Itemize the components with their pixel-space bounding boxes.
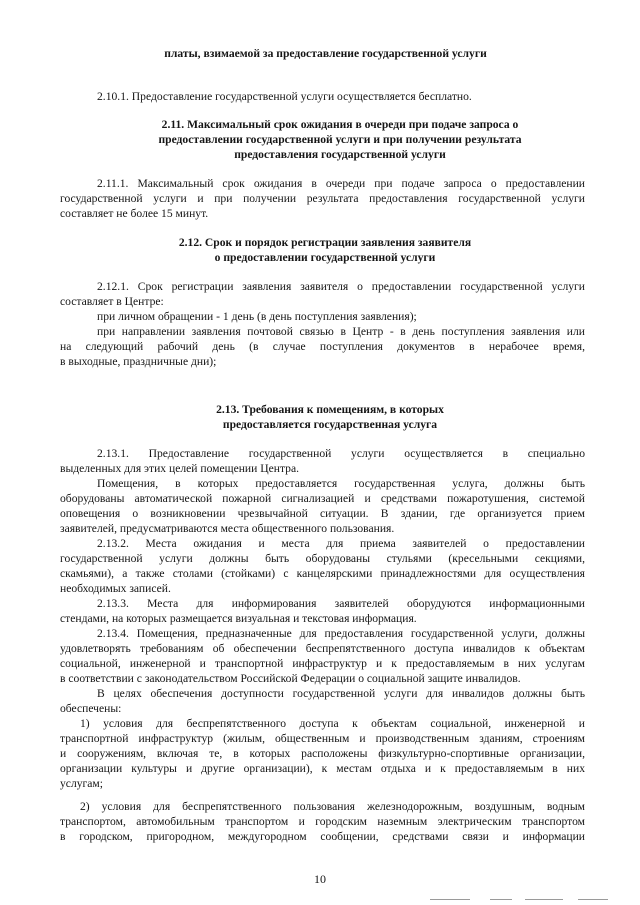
paragraph-line: при направлении заявления почтовой связью в Центр - в день поступления заявления или: [97, 325, 585, 338]
paragraph-line: Помещения, в которых предоставляется государственная услуга, должны быть: [97, 477, 585, 490]
paragraph-line: 2.13.2. Места ожидания и места для приема заявителей о предоставлении: [97, 537, 585, 550]
paragraph-line: удовлетворять требованиям об обеспечении беспрепятственного доступа инвалидов к объектам: [60, 642, 585, 655]
paragraph-line: составляет в Центре:: [60, 295, 164, 308]
section-heading: 2.12. Срок и порядок регистрации заявления заявителя: [178, 236, 472, 249]
section-heading: предоставления государственной услуги: [234, 148, 446, 161]
paragraph-line: оповещения о возникновении чрезвычайной ситуации. В здании, где организуется прием: [60, 507, 585, 520]
paragraph-line: 2.12.1. Срок регистрации заявления заявителя о предоставлении государственной услуги: [97, 280, 585, 293]
list-item-line: в городском, пригородном, междугородном сообщении, средствами связи и информации: [60, 830, 585, 843]
list-item-line: организации культуры и другие организации), к местам отдыха и к предоставляемым в них: [60, 762, 585, 775]
paragraph-line: государственной услуги и при получении результата предоставления государственной услуги: [60, 192, 585, 205]
paragraph-line: выделенных для этих целей помещении Центра.: [60, 462, 299, 475]
paragraph-line: 2.13.3. Места для информирования заявителей оборудуются информационными: [97, 597, 585, 610]
section-heading: 2.13. Требования к помещениям, в которых: [216, 403, 444, 416]
paragraph-line: скамьями), а также столами (стойками) с канцелярскими принадлежностями для осуществления: [60, 567, 585, 580]
paragraph-line: 2.10.1. Предоставление государственной услуги осуществляется бесплатно.: [97, 90, 472, 103]
paragraph-line: на следующий рабочий день (в случае поступления документов в нерабочее время,: [60, 340, 585, 353]
list-item-line: 1) условия для беспрепятственного доступа к объектам социальной, инженерной и: [80, 717, 585, 730]
paragraph-line: при личном обращении - 1 день (в день поступления заявления);: [97, 310, 417, 323]
paragraph-line: составляет не более 15 минут.: [60, 207, 209, 220]
page-number: 10: [314, 872, 326, 886]
section-heading: 2.11. Максимальный срок ожидания в очереди при подаче запроса о: [161, 118, 519, 131]
paragraph-line: оборудованы автоматической пожарной сигнализацией и средствами пожаротушения, системой: [60, 492, 585, 505]
paragraph-line: 2.13.4. Помещения, предназначенные для предоставления государственной услуги, должны: [97, 627, 585, 640]
paragraph-line: 2.11.1. Максимальный срок ожидания в очереди при подаче запроса о предоставлении: [97, 177, 585, 190]
scan-mark: [525, 899, 563, 900]
section-heading: предоставлении государственной услуги и при получении результата: [158, 133, 522, 146]
list-item-line: и сооружениям, включая те, в которых расположены физкультурно-спортивные организации,: [60, 747, 585, 760]
paragraph-line: стендами, на которых размещается визуальная и текстовая информация.: [60, 612, 417, 625]
paragraph-line: 2.13.1. Предоставление государственной услуги осуществляется в специально: [97, 447, 585, 460]
list-item-line: 2) условия для беспрепятственного пользования железнодорожным, воздушным, водным: [80, 800, 585, 813]
scan-mark: [430, 899, 470, 900]
paragraph-line: государственной услуги должны быть оборудованы стульями (кресельными секциями,: [60, 552, 585, 565]
section-heading: о предоставлении государственной услуги: [214, 251, 436, 264]
paragraph-line: необходимых записей.: [60, 582, 171, 595]
paragraph-line: социальной, инженерной и транспортной инфраструктур и к предоставляемым в них услугам: [60, 657, 585, 670]
section-heading: платы, взимаемой за предоставление государственной услуги: [164, 47, 487, 60]
paragraph-line: в выходные, праздничные дни);: [60, 355, 217, 368]
list-item-line: транспортом, автомобильным транспортом и городским наземным электрическим транспортом: [60, 815, 585, 828]
paragraph-line: обеспечены:: [60, 702, 122, 715]
list-item-line: транспортной инфраструктур (жилым, общественным и производственным зданиям, строениям: [60, 732, 585, 745]
paragraph-line: В целях обеспечения доступности государственной услуги для инвалидов должны быть: [97, 687, 585, 700]
paragraph-line: заявителей, предусматриваются места общественного пользования.: [60, 522, 395, 535]
scan-mark: [578, 899, 608, 900]
list-item-line: услугам;: [60, 777, 103, 790]
scan-mark: [490, 899, 512, 900]
section-heading: предоставляется государственная услуга: [222, 418, 438, 431]
paragraph-line: в соответствии с законодательством Российской Федерации о социальной защите инвалидов.: [60, 672, 521, 685]
